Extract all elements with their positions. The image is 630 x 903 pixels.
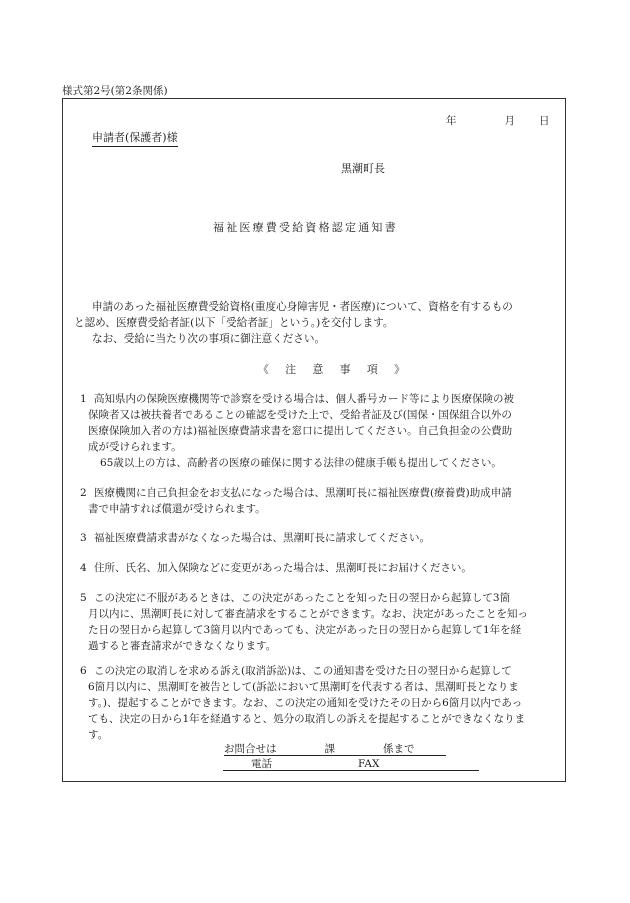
contact-inquiry-line — [224, 741, 415, 756]
notice-heading: 《 注 意 事 項 》 — [258, 363, 412, 376]
item-line: この決定に不服があるときは、この決定があったことを知った日の翌日から起算して3箇 — [94, 592, 511, 604]
notice-item — [80, 485, 560, 517]
item-line: 高知県内の保険医療機関等で診察を受ける場合は、個人番号カード等により医療保険の被 — [94, 393, 514, 405]
item-line: す。)、提起することができます。なお、この決定の通知を受けたその日から6箇月以内であっ — [88, 697, 523, 709]
item-line: た日の翌日から起算して3箇月以内であっても、決定があった日の翌日から起算して1年を経 — [88, 624, 522, 636]
notice-item — [80, 391, 560, 471]
intro-line: と認め、医療費受給者証(以下「受給者証」という。)を交付します。 — [74, 317, 394, 329]
date-month: 月 — [504, 115, 515, 127]
item-line: 成が受けられます。 — [88, 441, 182, 453]
item-number: 2 — [80, 487, 87, 499]
phone-label: 電話 — [251, 758, 272, 770]
fax-label: FAX — [358, 758, 380, 770]
item-line: 過すると審査請求ができなくなります。 — [88, 640, 277, 652]
section-label: 課 — [324, 743, 335, 755]
item-line: 書で申請すれば償還が受けられます。 — [88, 503, 266, 515]
item-line: 保険者又は被扶養者であることの確認を受けた上で、受給者証及び(国保・国保組合以外の — [88, 409, 512, 421]
intro-line: 申請のあった福祉医療費受給資格(重度心身障害児・者医療)について、資格を有するもの — [92, 301, 513, 313]
notice-item — [80, 530, 560, 546]
item-line: 住所、氏名、加入保険などに変更があった場合は、黒潮町長にお届けください。 — [94, 562, 472, 574]
item-line: 医療保険加入者の方は)福祉医療費請求書を窓口に提出してください。自己負担金の公費助 — [88, 425, 513, 437]
inquiry-label: お問合せは — [224, 743, 277, 755]
item-number: 3 — [80, 532, 87, 544]
contact-phone-line — [251, 756, 379, 771]
person-label: 係まで — [383, 743, 415, 755]
item-line: 65歳以上の方は、高齢者の医療の確保に関する法律の健康手帳も提出してください。 — [100, 457, 502, 469]
form-number-label: 様式第2号(第2条関係) — [62, 85, 168, 97]
item-number: 4 — [80, 562, 87, 574]
intro-line: なお、受給に当たり次の事項に御注意ください。 — [92, 333, 326, 345]
contact-underline — [223, 770, 479, 771]
recipient-name: 申請者(保護者)様 — [92, 129, 178, 147]
item-line: 医療機関に自己負担金をお支払になった場合は、黒潮町長に福祉医療費(療養費)助成申請 — [94, 487, 512, 499]
item-number: 5 — [80, 592, 87, 604]
notice-item — [80, 663, 560, 743]
notice-item — [80, 560, 560, 576]
date-year: 年 — [446, 115, 457, 127]
item-line: す。 — [88, 729, 109, 741]
intro-paragraph — [74, 299, 562, 347]
item-line: 6箇月以内に、黒潮町を被告として(訴訟において黒潮町を代表する者は、黒潮町長となりま — [88, 681, 519, 693]
date-day: 日 — [539, 115, 550, 127]
date-line — [446, 113, 550, 128]
document-title: 福祉医療費受給資格認定通知書 — [213, 221, 398, 234]
notice-item — [80, 590, 560, 654]
item-line: 月以内に、黒潮町長に対して審査請求をすることができます。なお、決定があったことを知っ — [88, 608, 529, 620]
item-number: 1 — [80, 393, 87, 405]
sender-name: 黒潮町長 — [341, 162, 385, 175]
item-line: ても、決定の日から1年を経過すると、処分の取消しの訴えを提起することができなくなりま — [88, 713, 526, 725]
item-number: 6 — [80, 665, 87, 677]
item-line: 福祉医療費請求書がなくなった場合は、黒潮町長に請求してください。 — [94, 532, 430, 544]
item-line: この決定の取消しを求める訴え(取消訴訟)は、この通知書を受けた日の翌日から起算して — [94, 665, 512, 677]
